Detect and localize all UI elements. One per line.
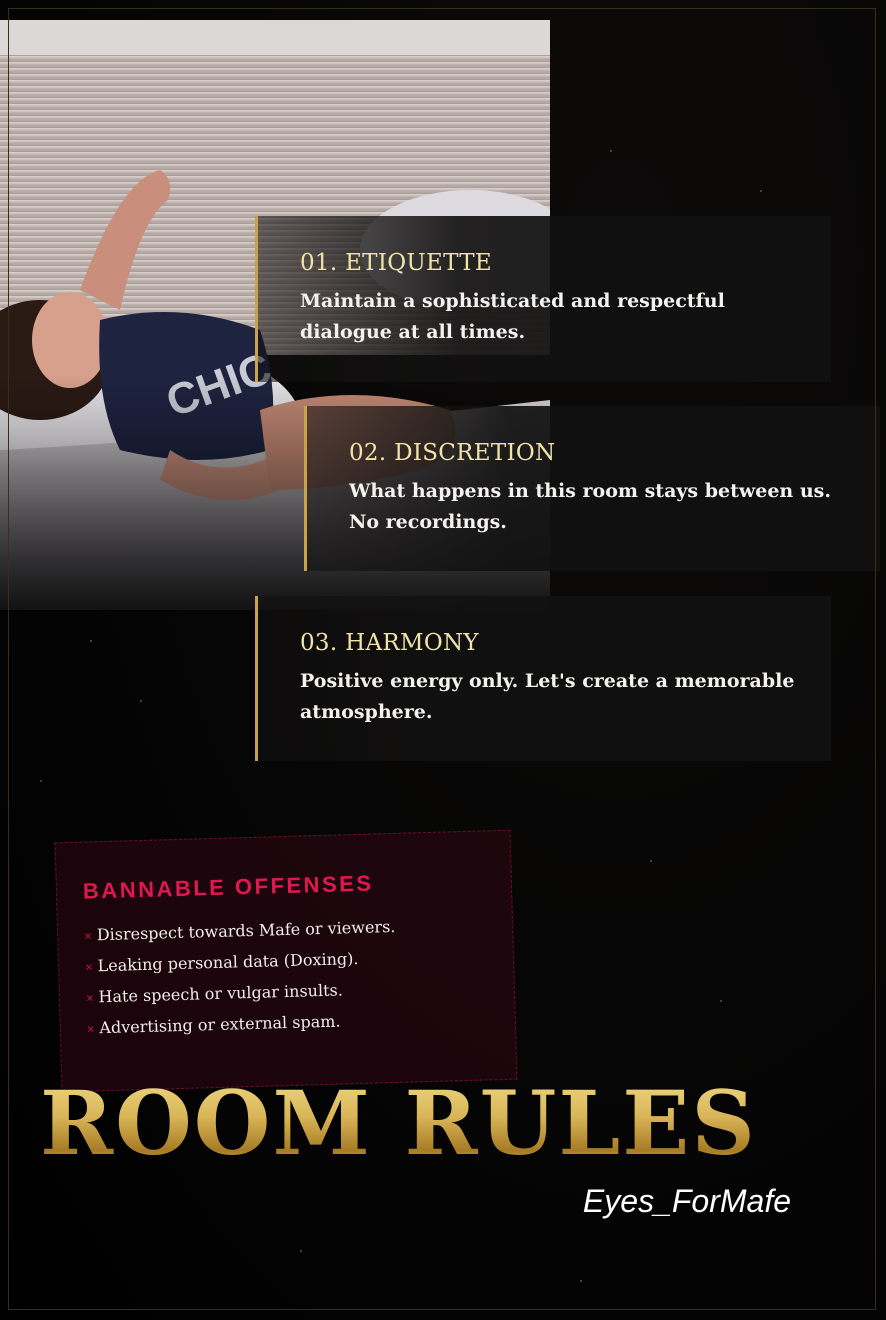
star-dot [760,190,762,192]
rule-card-harmony [255,596,831,761]
bannable-item [86,975,488,1009]
x-mark-icon: × [86,1021,95,1037]
rule-text: What happens in this room stays between us. No recordings. [349,480,831,533]
x-mark-icon: × [84,928,93,944]
bannable-item-text: Hate speech or vulgar insults. [98,980,344,1007]
star-dot [90,640,92,642]
bannable-title: BANNABLE OFFENSES [82,870,374,904]
x-mark-icon: × [84,959,93,975]
rule-card-etiquette [255,216,831,382]
bannable-item-text: Leaking personal data (Doxing). [97,948,359,976]
rule-title: 02. DISCRETION [349,440,556,466]
bannable-item [87,1006,489,1040]
star-dot [40,780,42,782]
creator-handle: Eyes_ForMafe [582,1183,791,1219]
rule-text: Maintain a sophisticated and respectful dialogue at all times. [300,290,725,343]
star-dot [610,150,612,152]
bannable-item-text: Disrespect towards Mafe or viewers. [96,916,396,945]
bannable-offenses-box [55,830,518,1093]
rule-title: 01. ETIQUETTE [300,250,492,276]
bannable-item-text: Advertising or external spam. [99,1011,341,1038]
x-mark-icon: × [85,990,94,1006]
bannable-item [84,913,486,947]
star-dot [580,1280,582,1282]
rule-card-discretion [304,406,880,571]
rule-title: 03. HARMONY [300,630,479,656]
star-dot [300,1250,302,1252]
bannable-item [85,944,487,978]
rule-text: Positive energy only. Let's create a memorable atmosphere. [300,670,795,723]
star-dot [720,1000,722,1002]
star-dot [650,860,652,862]
star-dot [140,700,142,702]
page-title: ROOM RULES [40,1068,840,1178]
